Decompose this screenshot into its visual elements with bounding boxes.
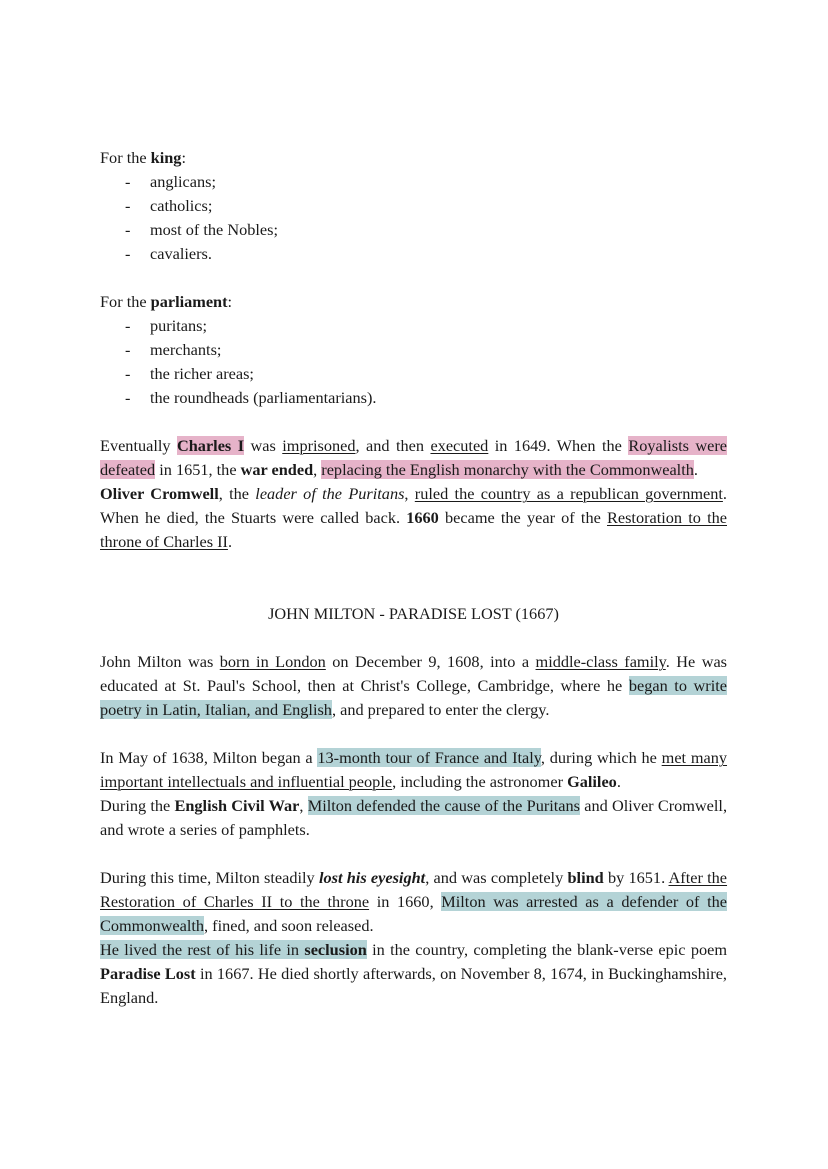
list-item: - the richer areas; <box>100 362 727 386</box>
milton-civil-war-paragraph: During the English Civil War, Milton defended the cause of the Puritans and Oliver Cromwell, and wrote a series of pamphlets. <box>100 796 728 839</box>
list-item: - merchants; <box>100 338 727 362</box>
milton-blindness-paragraph: During this time, Milton steadily lost his eyesight, and was completely blind by 1651. After the Restoration of Charles II to the throne in 1660, Milton was arrested as a defender of the Commonwealth, fined, and soon released. <box>100 868 728 935</box>
list-item: - anglicans; <box>100 170 727 194</box>
civil-war-paragraph: Eventually Charles I was imprisoned, and then executed in 1649. When the Royalists were defeated in 1651, the war ended, replacing the English monarchy with the Commonwealth. <box>100 436 728 479</box>
section-title: JOHN MILTON - PARADISE LOST (1667) <box>268 604 559 623</box>
parliament-heading: For the parliament: <box>100 292 233 311</box>
list-item: - most of the Nobles; <box>100 218 727 242</box>
parliament-list <box>100 314 727 410</box>
list-item: - the roundheads (parliamentarians). <box>100 386 727 410</box>
list-item: - catholics; <box>100 194 727 218</box>
cromwell-paragraph: Oliver Cromwell, the leader of the Puritans, ruled the country as a republican government. When he died, the Stuarts were called back. 1660 became the year of the Restoration to the throne of Charles II. <box>100 484 727 551</box>
milton-later-life-paragraph: He lived the rest of his life in seclusion in the country, completing the blank-verse epic poem Paradise Lost in 1667. He died shortly afterwards, on November 8, 1674, in Buckinghamshire, England. <box>100 940 727 1007</box>
list-item: - cavaliers. <box>100 242 727 266</box>
list-item: - puritans; <box>100 314 727 338</box>
king-heading: For the king: <box>100 148 186 167</box>
king-list <box>100 170 727 266</box>
document-page <box>100 146 727 1010</box>
milton-early-life-paragraph: John Milton was born in London on December 9, 1608, into a middle-class family. He was educated at St. Paul's School, then at Christ's College, Cambridge, where he began to write poetry in Latin, Italian, and English, and prepared to enter the clergy. <box>100 652 728 719</box>
milton-tour-paragraph: In May of 1638, Milton began a 13-month tour of France and Italy, during which he met many important intellectuals and influential people, including the astronomer Galileo. <box>100 748 728 791</box>
